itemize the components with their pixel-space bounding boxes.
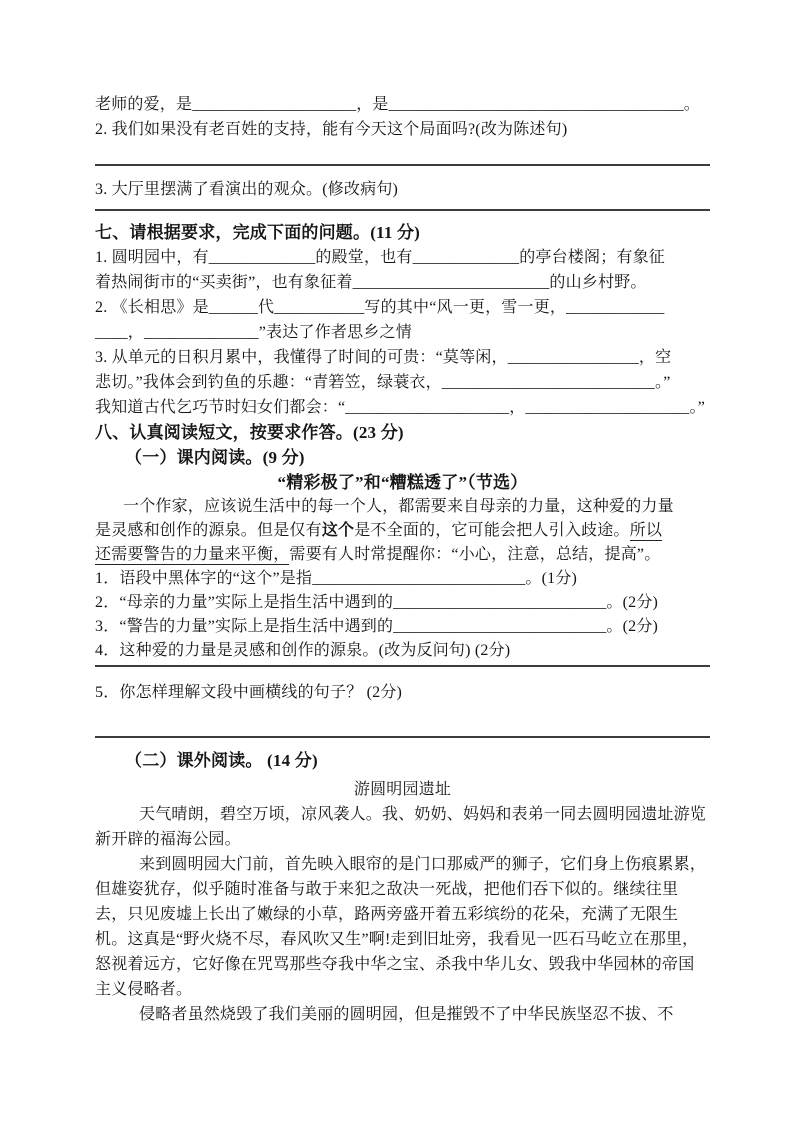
- reading2-title: 游圆明园遗址: [353, 781, 452, 798]
- reading1-q4: 4．这种爱的力量是灵感和创作的源泉。(改为反问句) (2分): [95, 642, 511, 659]
- section7-q2-line1: 2. 《长相思》是______代___________写的其中“风一更，雪一更，____________: [95, 299, 665, 316]
- underlined-text: 还需要警告的力量来平衡，: [95, 546, 290, 563]
- reading1-passage-line2: [95, 519, 710, 543]
- question-rewrite-statement: 2. 我们如果没有老百姓的支持，能有今天这个局面吗?(改为陈述句): [95, 121, 568, 138]
- reading1-q3: 3．“警告的力量”实际上是指生活中遇到的__________________________。(2分): [95, 618, 659, 635]
- fill-blank-line-teacher-love: 老师的爱，是____________________，是____________________________________。: [95, 96, 701, 113]
- answer-line: [95, 142, 710, 166]
- page-content: [95, 92, 710, 1027]
- answer-line: [95, 202, 710, 211]
- section7-q1-line1: 1. 圆明园中，有_____________的殿堂，也有_____________的亭台楼阁；有象征: [95, 249, 666, 266]
- section7-q3-line1: 3. 从单元的日积月累中，我懂得了时间的可贵：“莫等闲，________________，空: [95, 349, 672, 366]
- reading1-q2: 2．“母亲的力量”实际上是指生活中遇到的__________________________。(2分): [95, 594, 659, 611]
- reading2-paragraph-1: 天气晴朗，碧空万顷，凉风袭人。我、奶奶、妈妈和表弟一同去圆明园遗址游览新开辟的福海公园。: [95, 806, 707, 848]
- passage-text: 是不全面的，它可能会把人引入歧途。: [354, 522, 630, 539]
- reading1-q1: 1．语段中黑体字的“这个”是指__________________________。(1分): [95, 570, 578, 587]
- underlined-text: 所以: [629, 522, 663, 539]
- question-fix-sentence: 3. 大厅里摆满了看演出的观众。(修改病句): [95, 181, 399, 198]
- passage-text: 是灵感和创作的源泉。但是仅有: [95, 522, 322, 539]
- reading2-paragraph-2: 来到圆明园大门前，首先映入眼帘的是门口那威严的狮子，它们身上伤痕累累，但雄姿犹存，似乎随时准备与敢于来犯之敌决一死战，把他们吞下似的。继续往里去，只见废墟上长出了嫩绿的小草，路两旁盛开着五彩缤纷的花朵，充满了无限生机。这真是“野火烧不尽，春风吹又生”啊!走到旧址旁，我看见一匹石马屹立在那里，怒视着远方，它好像在咒骂那些夺我中华之宝、杀我中华儿女、毁我中华园林的帝国主义侵略者。: [95, 856, 707, 998]
- answer-line: [95, 663, 710, 667]
- section7-q1-line2: 着热闹街市的“买卖街”，也有象征着________________________的山乡村野。: [95, 274, 647, 291]
- answer-line: [95, 705, 710, 738]
- reading1-q5: 5．你怎样理解文段中画横线的句子？ (2分): [95, 684, 403, 701]
- section8-part2-heading: （二）课外阅读。 (14 分): [125, 751, 318, 770]
- passage-text: 需要有人时常提醒你：“小心，注意，总结，提高”。: [289, 546, 661, 563]
- reading1-title: “精彩极了”和“糟糕透了”（节选）: [277, 473, 528, 492]
- reading2-paragraph-3: 侵略者虽然烧毁了我们美丽的圆明园，但是摧毁不了中华民族坚忍不拔、不: [139, 1006, 674, 1023]
- section7-q2-line2: ____，______________”表达了作者思乡之情: [95, 324, 412, 341]
- section8-part1-heading: （一）课内阅读。(9 分): [125, 448, 305, 467]
- reading1-passage-line3: [95, 543, 710, 567]
- section7-heading: 七、请根据要求，完成下面的问题。(11 分): [95, 223, 421, 242]
- section7-q3-line2: 悲切。”我体会到钓鱼的乐趣：“青箬笠，绿蓑衣，__________________________。”: [95, 374, 671, 391]
- section8-heading: 八、认真阅读短文，按要求作答。(23 分): [95, 423, 404, 442]
- passage-text: 一个作家，应该说生活中的每一个人，都需要来自母亲的力量，这种爱的力量: [123, 498, 674, 515]
- section7-q3-line3: 我知道古代乞巧节时妇女们都会：“____________________，____________________。”: [95, 399, 706, 416]
- bold-term: 这个: [321, 522, 355, 539]
- reading1-passage-line1: [95, 495, 710, 519]
